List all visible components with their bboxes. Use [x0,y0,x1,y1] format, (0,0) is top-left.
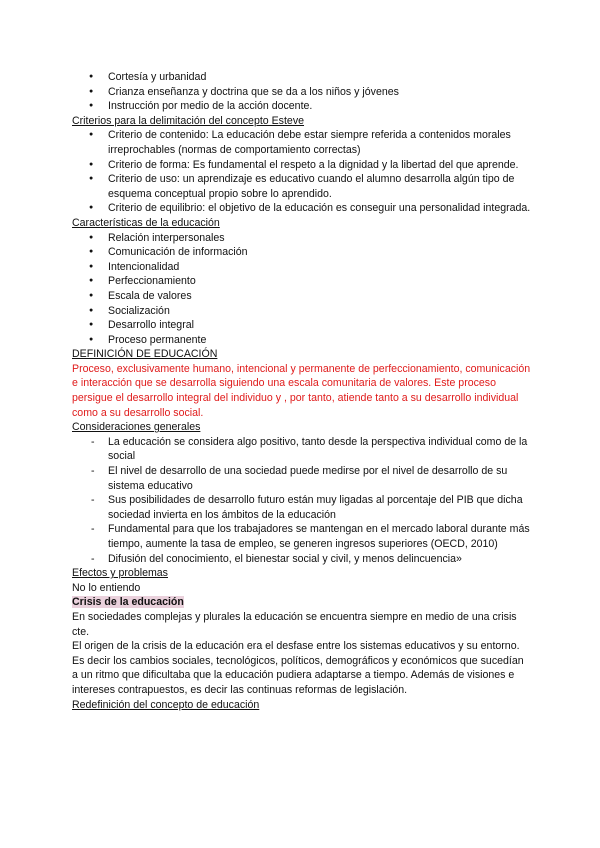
list-item: ● Instrucción por medio de la acción docente. [72,99,532,114]
list-item: - Difusión del conocimiento, el bienestar social y civil, y menos delincuencia» [72,552,532,567]
list-item: - Fundamental para que los trabajadores se mantengan en el mercado laboral durante más tiempo, aumente la tasa de empleo, se generen ingresos superiores (OECD, 2010) [72,522,532,551]
list-item: - La educación se considera algo positivo, tanto desde la perspectiva individual como de la social [72,435,532,464]
consideraciones-heading: Consideraciones generales [72,421,201,434]
consideraciones-list [72,435,532,566]
list-item: ● Comunicación de información [72,245,532,260]
list-item: ● Desarrollo integral [72,318,532,333]
efectos-heading: Efectos y problemas [72,567,168,580]
list-item: ● Socialización [72,304,532,319]
list-item: ● Proceso permanente [72,333,532,348]
definicion-text: Proceso, exclusivamente humano, intencional y permanente de perfeccionamiento, comunicación e interacción que se desarrolla siguiendo una escala comunitaria de valores. Este proceso persigue el desarrollo integral del individuo y , por tanto, atiende tanto a su desarrollo individual como a su desarrollo social. [72,362,531,419]
document-content [72,70,532,712]
redefinicion-heading: Redefinición del concepto de educación [72,698,260,711]
definicion-heading: DEFINICIÓN DE EDUCACIÓN [72,348,218,361]
crisis-paragraph: En sociedades complejas y plurales la educación se encuentra siempre en medio de una crisis cte. [72,610,517,638]
criterios-list [72,128,532,216]
list-item: ● Cortesía y urbanidad [72,70,532,85]
list-item: - Sus posibilidades de desarrollo futuro están muy ligadas al porcentaje del PIB que dicha sociedad invierta en los ámbitos de la educación [72,493,532,522]
list-item: ● Perfeccionamiento [72,274,532,289]
caracteristicas-list [72,231,532,348]
list-item: ● Relación interpersonales [72,231,532,246]
list-item: ● Intencionalidad [72,260,532,275]
list-item: ● Escala de valores [72,289,532,304]
list-item: ● Criterio de contenido: La educación debe estar siempre referida a contenidos morales irreprochables (normas de comportamiento correctas) [72,128,532,157]
criterios-heading: Criterios para la delimitación del concepto Esteve [72,114,305,127]
crisis-paragraph: El origen de la crisis de la educación era el desfase entre los sistemas educativos y su entorno. Es decir los cambios sociales, tecnológicos, políticos, demográficos y económicos que sucedían a un ritmo que dificultaba que la educación pudiera adaptarse a tiempo. Además de visiones e intereses contrapuestos, es decir las continuas reformas de legislación. [72,640,524,696]
list-item: ● Criterio de uso: un aprendizaje es educativo cuando el alumno desarrolla algún tipo de esquema conceptual propio sobre lo aprendido. [72,172,532,201]
efectos-text: No lo entiendo [72,581,141,594]
list-item: - El nivel de desarrollo de una sociedad puede medirse por el nivel de desarrollo de su sistema educativo [72,464,532,493]
crisis-heading: Crisis de la educación [72,596,184,609]
list-item: ● Criterio de equilibrio: el objetivo de la educación es conseguir una personalidad integrada. [72,201,532,216]
list-item: ● Crianza enseñanza y doctrina que se da a los niños y jóvenes [72,85,532,100]
list-item: ● Criterio de forma: Es fundamental el respeto a la dignidad y la libertad del que aprende. [72,158,532,173]
caracteristicas-heading: Características de la educación [72,216,220,229]
list-a [72,70,532,114]
